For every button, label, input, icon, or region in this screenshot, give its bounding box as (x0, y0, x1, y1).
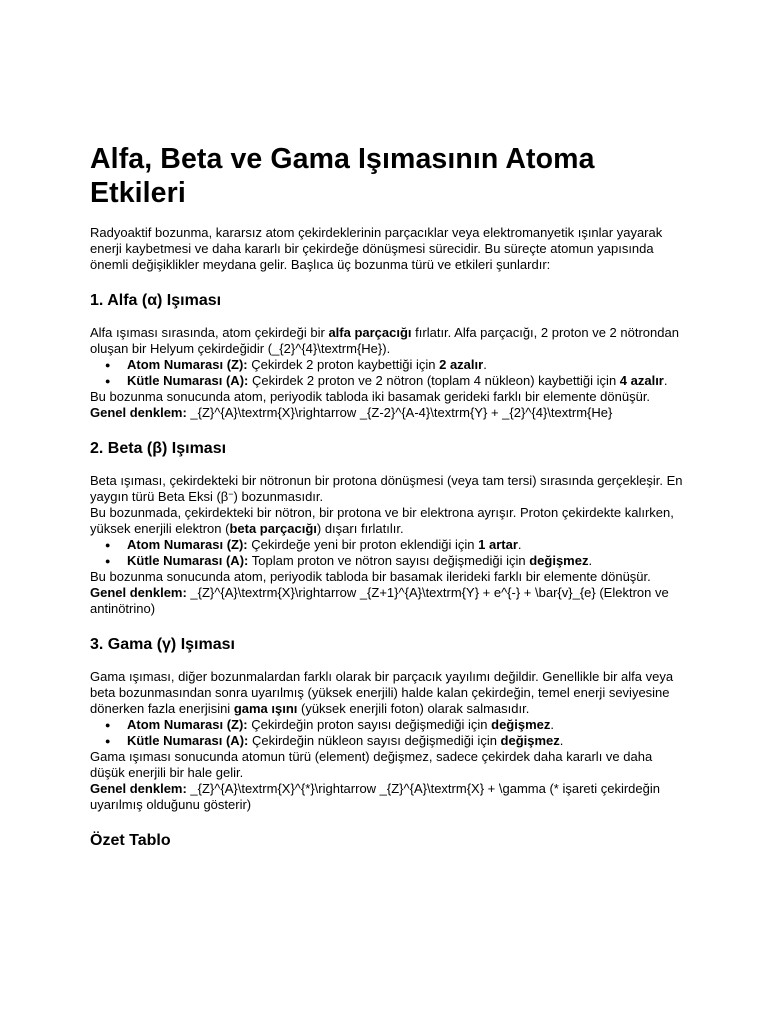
alpha-effects-list (90, 357, 690, 389)
list-item: ● Kütle Numarası (A): Çekirdek 2 proton ve 2 nötron (toplam 4 nükleon) kaybettiği için 4 azalır. (127, 373, 690, 389)
beta-description: Beta ışıması, çekirdekteki bir nötronun bir protona dönüşmesi (veya tam tersi) sırasında gerçekleşir. En yaygın türü Beta Eksi (β−) bozunmasıdır. (90, 473, 683, 504)
document-page (90, 142, 690, 851)
alpha-description: Alfa ışıması sırasında, atom çekirdeği bir alfa parçacığı fırlatır. Alfa parçacığı, 2 proton ve 2 nötrondan oluşan bir Helyum çekirdeğidir (_{2}^{4}\textrm{He}). (90, 325, 679, 356)
beta-mechanism: Bu bozunmada, çekirdekteki bir nötron, bir protona ve bir elektrona ayrışır. Proton çekirdekte kalırken, yüksek enerjili elektron (beta parçacığı) dışarı fırlatılır. (90, 505, 674, 536)
list-item: ● Atom Numarası (Z): Çekirdek 2 proton kaybettiği için 2 azalır. (127, 357, 690, 373)
beta-equation: Genel denklem: _{Z}^{A}\textrm{X}\rightarrow _{Z+1}^{A}\textrm{Y} + e^{-} + \bar{v}_{e} (Elektron ve antinötrino) (90, 585, 669, 616)
beta-effects-list (90, 537, 690, 569)
summary-heading: Özet Tablo (90, 832, 171, 849)
gamma-description: Gama ışıması, diğer bozunmalardan farklı olarak bir parçacık yayılımı değildir. Genellikle bir alfa veya beta bozunmasından sonra uyarılmış (yüksek enerjili) halde kalan çekirdeğin, temel enerji seviyesine dönerken fazla enerjisini gama ışını (yüksek enerjili foton) olarak salmasıdır. (90, 669, 674, 716)
intro-paragraph: Radyoaktif bozunma, kararsız atom çekirdeklerinin parçacıklar veya elektromanyetik ışınlar yayarak enerji kaybetmesi ve daha kararlı bir çekirdeğe dönüşmesi sürecidir. Bu süreçte atomun yapısında önemli değişiklikler meydana gelir. Başlıca üç bozunma türü ve etkileri şunlardır: (90, 225, 663, 272)
page-title: Alfa, Beta ve Gama Işımasının Atoma Etkileri (90, 143, 595, 209)
beta-result: Bu bozunma sonucunda atom, periyodik tabloda bir basamak ilerideki farklı bir elemente dönüşür. (90, 569, 651, 584)
alpha-equation: Genel denklem: _{Z}^{A}\textrm{X}\rightarrow _{Z-2}^{A-4}\textrm{Y} + _{2}^{4}\textrm{He} (90, 405, 613, 420)
list-item: ● Kütle Numarası (A): Toplam proton ve nötron sayısı değişmediği için değişmez. (127, 553, 690, 569)
list-item: ● Atom Numarası (Z): Çekirdeğin proton sayısı değişmediği için değişmez. (127, 717, 690, 733)
list-item: ● Atom Numarası (Z): Çekirdeğe yeni bir proton eklendiği için 1 artar. (127, 537, 690, 553)
alpha-heading: 1. Alfa (α) Işıması (90, 292, 222, 309)
alpha-result: Bu bozunma sonucunda atom, periyodik tabloda iki basamak gerideki farklı bir elemente dönüşür. (90, 389, 651, 404)
beta-heading: 2. Beta (β) Işıması (90, 440, 227, 457)
list-item: ● Kütle Numarası (A): Çekirdeğin nükleon sayısı değişmediği için değişmez. (127, 733, 690, 749)
gamma-equation: Genel denklem: _{Z}^{A}\textrm{X}^{*}\rightarrow _{Z}^{A}\textrm{X} + \gamma (* işareti çekirdeğin uyarılmış olduğunu gösterir) (90, 781, 660, 812)
gamma-result: Gama ışıması sonucunda atomun türü (element) değişmez, sadece çekirdek daha kararlı ve daha düşük enerjili bir hale gelir. (90, 749, 653, 780)
gamma-heading: 3. Gama (γ) Işıması (90, 636, 235, 653)
gamma-effects-list (90, 717, 690, 749)
